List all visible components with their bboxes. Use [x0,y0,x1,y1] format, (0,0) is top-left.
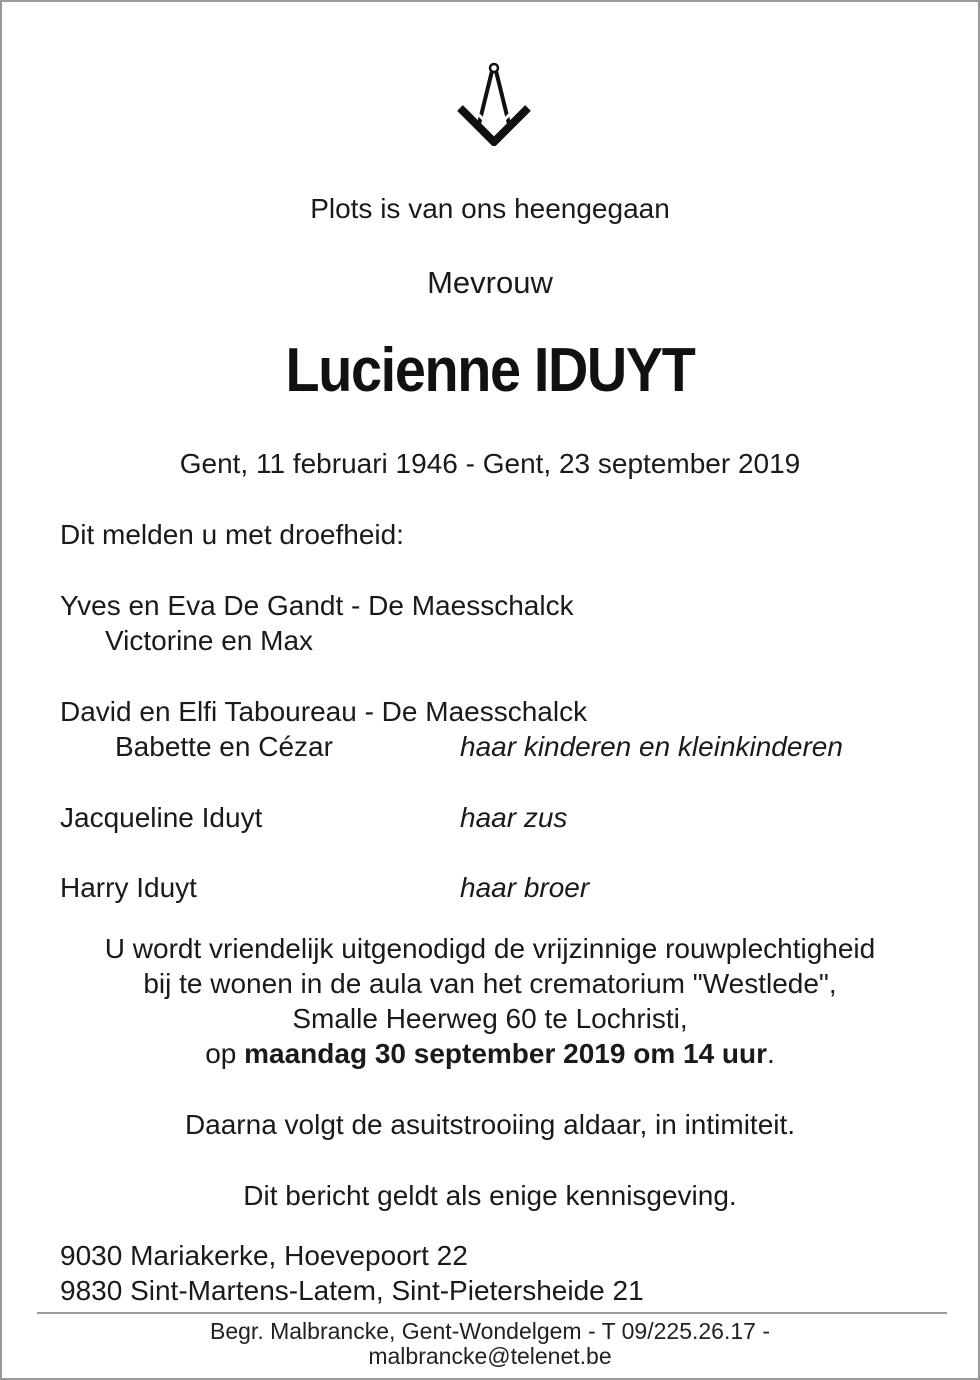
address-1: 9030 Mariakerke, Hoevepoort 22 [60,1240,468,1271]
ceremony-prefix: op [205,1038,245,1069]
family1-children: Victorine en Max [105,625,314,656]
deceased-name: Lucienne IDUYT [285,336,695,405]
brother-relation: haar broer [460,872,590,903]
footer-email: malbrancke@telenet.be [368,1343,612,1369]
ceremony-line4 [2,1037,978,1071]
life-dates: Gent, 11 februari 1946 - Gent, 23 september 2019 [179,448,801,479]
family2-children: Babette en Cézar [115,731,333,762]
ceremony-line2: bij te wonen in de aula van het crematorium "Westlede", [143,968,837,999]
announcement: Dit melden u met droefheid: [60,519,404,550]
footer-divider [37,1312,947,1314]
family1-parents: Yves en Eva De Gandt - De Maesschalck [60,590,574,621]
address-2: 9830 Sint-Martens-Latem, Sint-Pietersheide 21 [60,1275,644,1306]
notice-text: Dit bericht geldt als enige kennisgeving. [243,1180,737,1211]
sister-relation: haar zus [460,802,568,833]
afterwards-text: Daarna volgt de asuitstrooiing aldaar, in intimiteit. [184,1109,796,1140]
ceremony-date: maandag 30 september 2019 om 14 uur [244,1038,768,1069]
footer-line1: Begr. Malbrancke, Gent-Wondelgem - T 09/225.26.17 - [210,1318,770,1344]
ceremony-line3: Smalle Heerweg 60 te Lochristi, [292,1003,688,1034]
family2-parents: David en Elfi Taboureau - De Maesschalck [60,696,588,727]
children-relation: haar kinderen en kleinkinderen [460,731,843,762]
ceremony-suffix: . [767,1038,775,1069]
ceremony-line1: U wordt vriendelijk uitgenodigd de vrijzinnige rouwplechtigheid [104,933,876,964]
intro-text: Plots is van ons heengegaan [310,193,670,224]
sister-name: Jacqueline Iduyt [60,802,263,833]
square-and-compass-icon [456,62,532,146]
brother-name: Harry Iduyt [60,872,197,903]
honorific: Mevrouw [427,265,553,300]
